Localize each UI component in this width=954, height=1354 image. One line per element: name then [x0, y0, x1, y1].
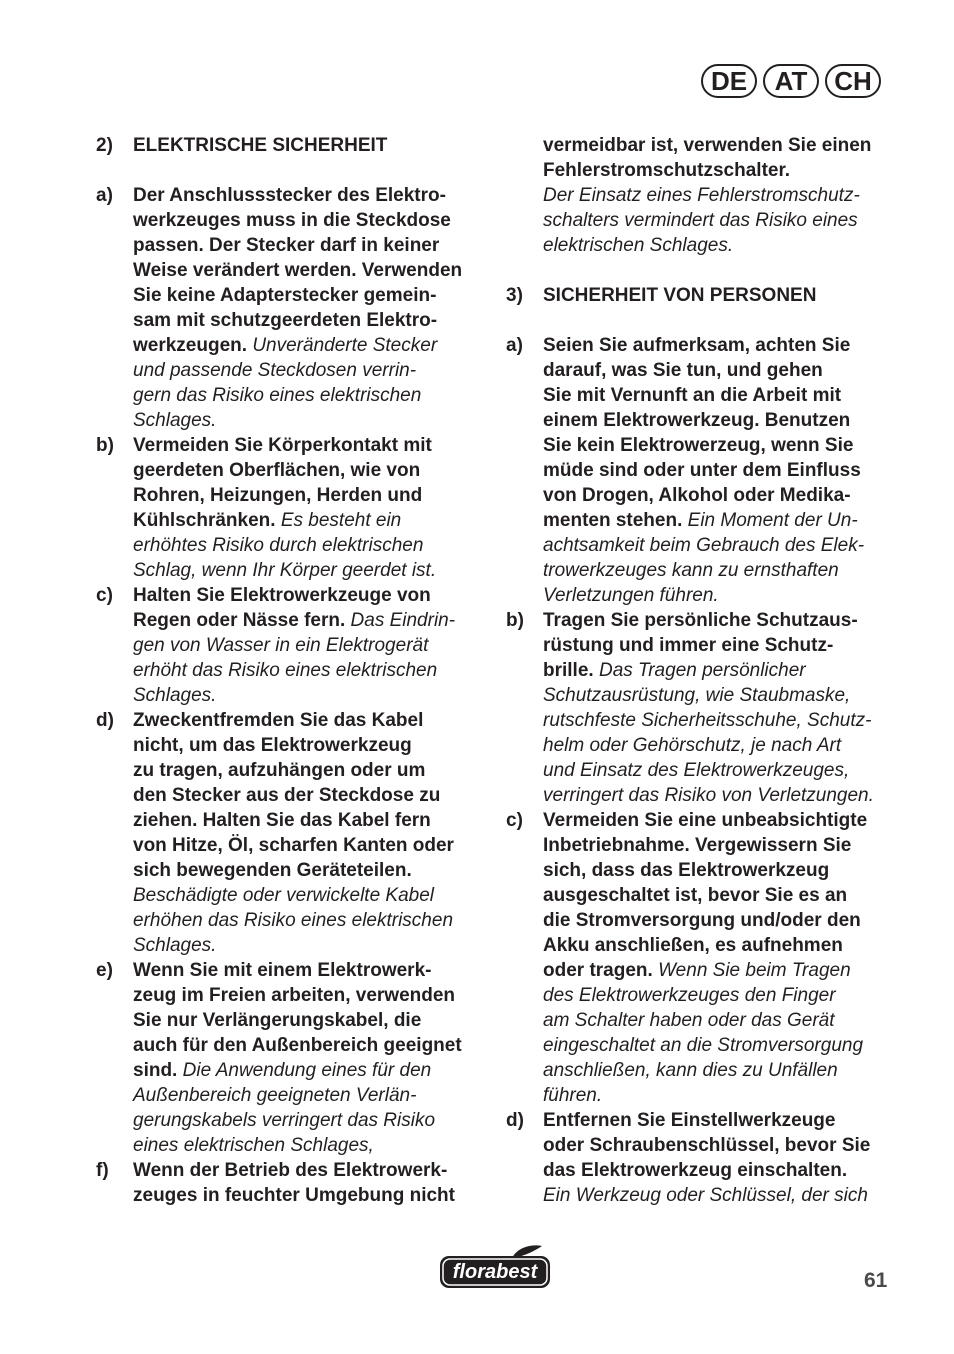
page-number: 61: [864, 1269, 888, 1292]
explanation-text-line: Die Anwendung eines für den: [177, 1060, 432, 1081]
item-marker: a): [96, 185, 113, 206]
explanation-text-line: Unveränderte Stecker: [247, 335, 438, 356]
continuation-body: [543, 133, 898, 258]
instruction-text-line: rüstung und immer eine Schutz-: [543, 635, 834, 656]
instruction-text-line: Tragen Sie persönliche Schutzaus-: [543, 610, 858, 631]
instruction-text-line: Sie nur Verlängerungskabel, die: [133, 1010, 422, 1031]
language-badge-de: DE: [701, 64, 757, 98]
safety-item: [96, 708, 486, 958]
instruction-text-line: von Drogen, Alkohol oder Medika-: [543, 485, 851, 506]
item-marker: b): [506, 610, 524, 631]
instruction-text-line: zu tragen, aufzuhängen oder um: [133, 760, 426, 781]
instruction-text-line: nicht, um das Elektrowerkzeug: [133, 735, 412, 756]
instruction-text-line: Fehlerstromschutzschalter.: [543, 160, 791, 181]
explanation-text-line: und passende Steckdosen verrin-: [133, 360, 417, 381]
explanation-text-line: anschließen, kann dies zu Unfällen: [543, 1060, 838, 1081]
continuation-text: [506, 133, 898, 258]
explanation-text-line: elektrischen Schlages.: [543, 235, 734, 256]
item-marker: d): [506, 1110, 524, 1131]
explanation-text-line: am Schalter haben oder das Gerät: [543, 1010, 835, 1031]
item-body: [133, 1158, 486, 1208]
explanation-text-line: eines elektrischen Schlages,: [133, 1135, 374, 1156]
explanation-text-line: führen.: [543, 1085, 603, 1106]
language-badges: [701, 64, 881, 98]
item-body: [543, 608, 898, 808]
instruction-text-line: passen. Der Stecker darf in keiner: [133, 235, 440, 256]
item-body: [133, 583, 486, 708]
explanation-text-line: Wenn Sie beim Tragen: [652, 960, 851, 981]
item-body: [133, 958, 486, 1158]
safety-item-list: [96, 183, 486, 1208]
explanation-text-line: Verletzungen führen.: [543, 585, 719, 606]
right-column: [506, 133, 898, 1208]
instruction-text-line: Sie kein Elektrowerzeug, wenn Sie: [543, 435, 854, 456]
explanation-text-line: Schlages.: [133, 410, 217, 431]
continuation-indent: [506, 133, 543, 258]
explanation-text-line: Ein Werkzeug oder Schlüssel, der sich: [543, 1185, 868, 1206]
instruction-text-line: Sie mit Vernunft an die Arbeit mit: [543, 385, 842, 406]
instruction-text-line: sind.: [133, 1060, 178, 1081]
language-badge-at: AT: [763, 64, 819, 98]
explanation-text-line: Schlages.: [133, 685, 217, 706]
explanation-text-line: achtsamkeit beim Gebrauch des Elek-: [543, 535, 865, 556]
instruction-text-line: ausgeschaltet ist, bevor Sie es an: [543, 885, 848, 906]
explanation-text-line: gerungskabels verringert das Risiko: [133, 1110, 436, 1131]
explanation-text-line: gern das Risiko eines elektrischen: [133, 385, 422, 406]
spacer: [96, 158, 486, 183]
safety-item: [96, 958, 486, 1158]
instruction-text-line: Kühlschränken.: [133, 510, 276, 531]
section-title: ELEKTRISCHE SICHERHEIT: [133, 135, 388, 156]
section-heading: [96, 133, 486, 158]
item-marker: d): [96, 710, 114, 731]
safety-item: [96, 183, 486, 433]
item-marker: c): [96, 585, 113, 606]
explanation-text-line: Das Tragen persönlicher: [593, 660, 806, 681]
item-marker: a): [506, 335, 523, 356]
instruction-text-line: sich, dass das Elektrowerkzeug: [543, 860, 830, 881]
logo-text: florabest: [452, 1261, 538, 1283]
safety-item: [96, 1158, 486, 1208]
instruction-text-line: ziehen. Halten Sie das Kabel fern: [133, 810, 431, 831]
instruction-text-line: Seien Sie aufmerksam, achten Sie: [543, 335, 851, 356]
explanation-text-line: rutschfeste Sicherheitsschuhe, Schutz-: [543, 710, 872, 731]
explanation-text-line: erhöhtes Risiko durch elektrischen: [133, 535, 424, 556]
explanation-text-line: Außenbereich geeigneten Verlän-: [133, 1085, 417, 1106]
instruction-text-line: Rohren, Heizungen, Herden und: [133, 485, 423, 506]
explanation-text-line: verringert das Risiko von Verletzungen.: [543, 785, 874, 806]
instruction-text-line: die Stromversorgung und/oder den: [543, 910, 861, 931]
florabest-logo: [438, 1244, 552, 1290]
instruction-text-line: oder Schraubenschlüssel, bevor Sie: [543, 1135, 871, 1156]
item-body: [133, 708, 486, 958]
explanation-text-line: des Elektrowerkzeuges den Finger: [543, 985, 836, 1006]
explanation-text-line: schalters vermindert das Risiko eines: [543, 210, 858, 231]
explanation-text-line: Ein Moment der Un-: [682, 510, 858, 531]
instruction-text-line: Weise verändert werden. Verwenden: [133, 260, 463, 281]
section-number: 3): [506, 285, 523, 306]
instruction-text-line: sam mit schutzgeerdeten Elektro-: [133, 310, 438, 331]
explanation-text-line: Schlag, wenn Ihr Körper geerdet ist.: [133, 560, 437, 581]
safety-item: [506, 608, 898, 808]
instruction-text-line: Vermeiden Sie eine unbeabsichtigte: [543, 810, 868, 831]
item-body: [543, 333, 898, 608]
explanation-text-line: Das Eindrin-: [345, 610, 456, 631]
item-body: [543, 808, 898, 1108]
safety-item: [506, 1108, 898, 1208]
explanation-text-line: eingeschaltet an die Stromversorgung: [543, 1035, 864, 1056]
spacer: [506, 308, 898, 333]
instruction-text-line: Wenn Sie mit einem Elektrowerk-: [133, 960, 432, 981]
instruction-text-line: Regen oder Nässe fern.: [133, 610, 346, 631]
section-heading: [506, 283, 898, 308]
explanation-text-line: Beschädigte oder verwickelte Kabel: [133, 885, 435, 906]
instruction-text-line: das Elektrowerkzeug einschalten.: [543, 1160, 848, 1181]
explanation-text-line: Schutzausrüstung, wie Staubmaske,: [543, 685, 851, 706]
safety-item: [506, 333, 898, 608]
instruction-text-line: Akku anschließen, es aufnehmen: [543, 935, 843, 956]
item-body: [133, 433, 486, 583]
instruction-text-line: Inbetriebnahme. Vergewissern Sie: [543, 835, 852, 856]
left-column: [96, 133, 486, 1208]
instruction-text-line: vermeidbar ist, verwenden Sie einen: [543, 135, 872, 156]
explanation-text-line: trowerkzeuges kann zu ernsthaften: [543, 560, 839, 581]
instruction-text-line: Entfernen Sie Einstellwerkzeuge: [543, 1110, 836, 1131]
language-badge-ch: CH: [825, 64, 881, 98]
item-marker: e): [96, 960, 113, 981]
instruction-text-line: Sie keine Adapterstecker gemein-: [133, 285, 437, 306]
explanation-text-line: helm oder Gehörschutz, je nach Art: [543, 735, 842, 756]
section-number: 2): [96, 135, 113, 156]
explanation-text-line: gen von Wasser in ein Elektrogerät: [133, 635, 429, 656]
instruction-text-line: auch für den Außenbereich geeignet: [133, 1035, 462, 1056]
item-marker: c): [506, 810, 523, 831]
instruction-text-line: sich bewegenden Geräteteilen.: [133, 860, 412, 881]
instruction-text-line: werkzeugen.: [133, 335, 248, 356]
safety-item-list: [506, 333, 898, 1208]
item-body: [133, 183, 486, 433]
instruction-text-line: geerdeten Oberflächen, wie von: [133, 460, 421, 481]
instruction-text-line: menten stehen.: [543, 510, 683, 531]
item-marker: f): [96, 1160, 109, 1181]
item-marker: b): [96, 435, 114, 456]
safety-item: [96, 433, 486, 583]
instruction-text-line: müde sind oder unter dem Einfluss: [543, 460, 861, 481]
explanation-text-line: erhöhen das Risiko eines elektrischen: [133, 910, 454, 931]
instruction-text-line: darauf, was Sie tun, und gehen: [543, 360, 823, 381]
explanation-text-line: erhöht das Risiko eines elektrischen: [133, 660, 438, 681]
section-title: SICHERHEIT VON PERSONEN: [543, 285, 817, 306]
item-body: [543, 1108, 898, 1208]
instruction-text-line: den Stecker aus der Steckdose zu: [133, 785, 441, 806]
instruction-text-line: Wenn der Betrieb des Elektrowerk-: [133, 1160, 448, 1181]
instruction-text-line: brille.: [543, 660, 594, 681]
instruction-text-line: zeuges in feuchter Umgebung nicht: [133, 1185, 455, 1206]
instruction-text-line: Zweckentfremden Sie das Kabel: [133, 710, 424, 731]
safety-item: [96, 583, 486, 708]
explanation-text-line: Es besteht ein: [275, 510, 402, 531]
instruction-text-line: zeug im Freien arbeiten, verwenden: [133, 985, 456, 1006]
instruction-text-line: einem Elektrowerkzeug. Benutzen: [543, 410, 851, 431]
instruction-text-line: werkzeuges muss in die Steckdose: [133, 210, 451, 231]
explanation-text-line: und Einsatz des Elektrowerkzeuges,: [543, 760, 850, 781]
instruction-text-line: Der Anschlussstecker des Elektro-: [133, 185, 446, 206]
instruction-text-line: oder tragen.: [543, 960, 653, 981]
instruction-text-line: Halten Sie Elektrowerkzeuge von: [133, 585, 431, 606]
safety-item: [506, 808, 898, 1108]
instruction-text-line: von Hitze, Öl, scharfen Kanten oder: [133, 835, 454, 856]
instruction-text-line: Vermeiden Sie Körperkontakt mit: [133, 435, 432, 456]
explanation-text-line: Schlages.: [133, 935, 217, 956]
spacer: [506, 258, 898, 283]
explanation-text-line: Der Einsatz eines Fehlerstromschutz-: [543, 185, 860, 206]
